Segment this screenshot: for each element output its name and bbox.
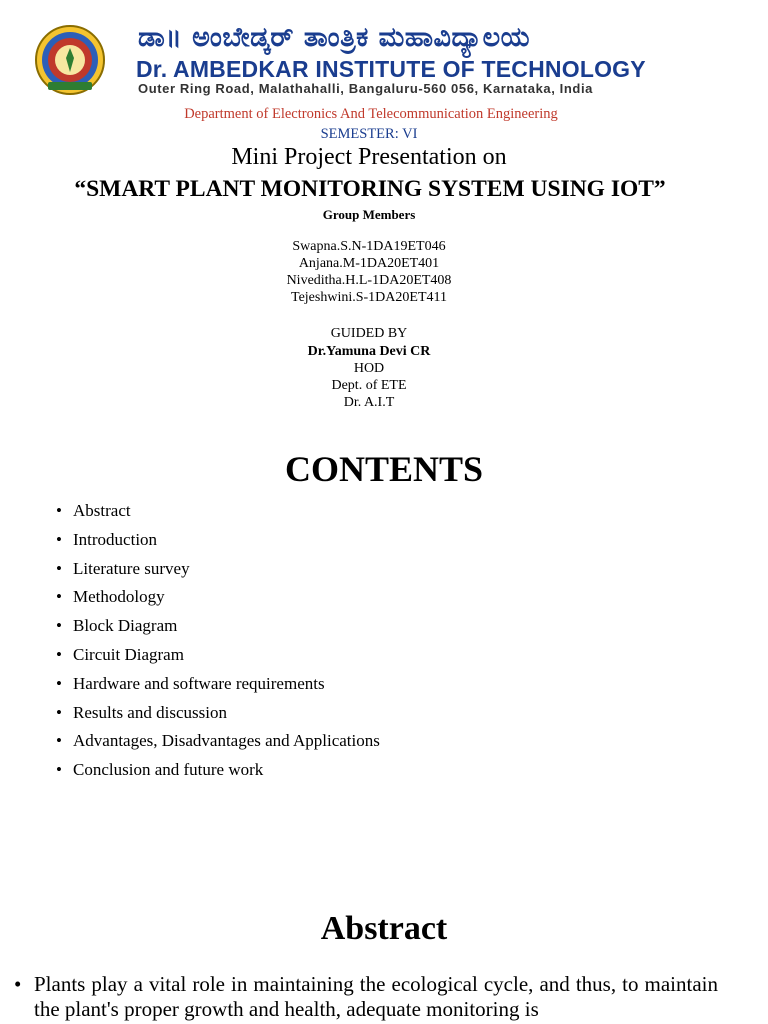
contents-item: • Circuit Diagram (56, 642, 380, 671)
guide-college: Dr. A.I.T (343, 395, 395, 410)
contents-item: • Block Diagram (56, 613, 380, 642)
abstract-text: Plants play a vital role in maintaining the ecological cycle, and thus, to maintain the plant's proper growth and health, adequate monitoring is (34, 972, 718, 1021)
guide-name: Dr.Yamuna Devi CR (307, 344, 431, 359)
guide-designation: HOD (353, 361, 385, 376)
guide-department: Dept. of ETE (331, 378, 407, 393)
contents-item: • Advantages, Disadvantages and Applications (56, 728, 380, 757)
presentation-label: Mini Project Presentation on (231, 144, 507, 170)
college-header (0, 0, 768, 110)
institute-name: Dr. AMBEDKAR INSTITUTE OF TECHNOLOGY (136, 56, 646, 82)
contents-heading: CONTENTS (284, 449, 484, 489)
member-name: Tejeshwini.S-1DA20ET411 (291, 290, 447, 305)
contents-item: • Literature survey (56, 556, 380, 585)
institute-emblem-icon (34, 24, 106, 96)
bullet-icon: • (14, 972, 22, 996)
contents-item: • Results and discussion (56, 700, 380, 729)
contents-item: • Introduction (56, 527, 380, 556)
contents-item: • Abstract (56, 498, 380, 527)
institute-address: Outer Ring Road, Malathahalli, Bangaluru-560 056, Karnataka, India (138, 81, 593, 96)
semester: SEMESTER: VI (320, 126, 418, 142)
contents-list (56, 498, 380, 786)
member-name: Niveditha.H.L-1DA20ET408 (286, 273, 452, 288)
abstract-heading: Abstract (320, 910, 448, 947)
abstract-paragraph (14, 972, 718, 1022)
member-name: Swapna.S.N-1DA19ET046 (292, 239, 446, 254)
guided-by-label: GUIDED BY (330, 326, 408, 341)
project-title: “SMART PLANT MONITORING SYSTEM USING IOT” (74, 176, 666, 202)
contents-item: • Conclusion and future work (56, 757, 380, 786)
member-name: Anjana.M-1DA20ET401 (298, 256, 440, 271)
contents-item: • Hardware and software requirements (56, 671, 380, 700)
group-members-heading: Group Members (322, 207, 416, 222)
department-name: Department of Electronics And Telecommunication Engineering (184, 106, 558, 122)
contents-item: • Methodology (56, 584, 380, 613)
institute-name-kannada: ಡಾ॥ ಅಂಬೇಡ್ಕರ್ ತಾಂತ್ರಿಕ ಮಹಾವಿದ್ಯಾಲಯ (138, 22, 531, 53)
